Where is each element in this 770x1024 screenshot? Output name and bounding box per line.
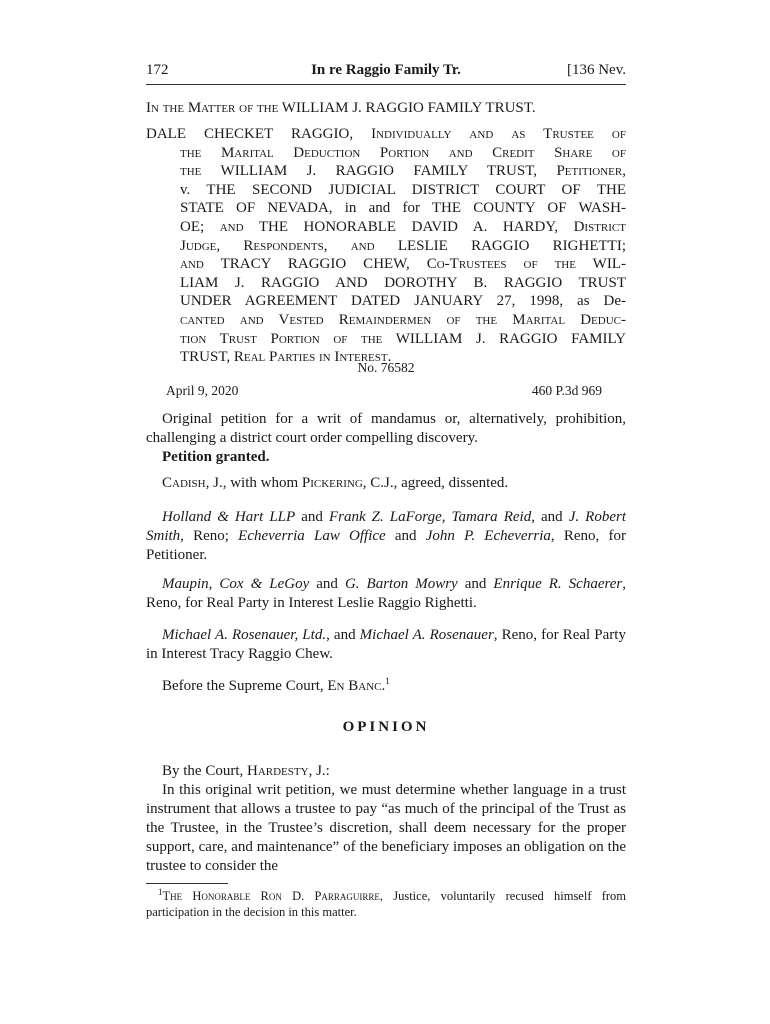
footnote-divider <box>146 883 228 884</box>
dissent-text: , C.J., agreed, dissented. <box>362 475 509 491</box>
footnote-mark: 1 <box>158 886 163 897</box>
counsel-text: , and <box>326 627 360 643</box>
attorney-name: John P. Echeverria <box>425 528 551 544</box>
footnote-mark: 1 <box>385 676 390 686</box>
bench-line <box>146 677 626 696</box>
counsel-text: , Reno, for Real Party in Interest Leslie Raggio Righetti. <box>146 576 626 611</box>
running-title: In re Raggio Family Tr. <box>311 62 461 78</box>
disposition: Petition granted. <box>162 449 270 465</box>
dissent-note <box>146 474 626 493</box>
synopsis: Original petition for a writ of mandamus or, alternatively, prohibition, challenging a district court order compelling discovery. <box>146 411 626 446</box>
footnote <box>146 888 626 920</box>
author-suffix: , J.: <box>308 763 330 779</box>
counsel-petitioner <box>146 508 626 565</box>
footnote-justice: The Honorable Ron D. Parraguirre <box>162 889 380 903</box>
firm-name: Echeverria Law Office <box>238 528 386 544</box>
party-line: Judge, Respondents, and LESLIE RAGGIO RIGHETTI; <box>180 237 626 254</box>
firm-name: Michael A. Rosenauer, Ltd. <box>162 627 327 643</box>
firm-name: Holland & Hart LLP <box>162 509 296 525</box>
counsel-text: and <box>295 509 329 525</box>
docket-number: No. 76582 <box>357 360 415 375</box>
decision-date: April 9, 2020 <box>166 383 239 398</box>
opinion-heading: OPINION <box>342 719 430 735</box>
attorney-name: G. Barton Mowry <box>344 576 458 592</box>
party-line: the Marital Deduction Portion and Credit Share of <box>180 144 626 161</box>
en-banc: En Banc. <box>327 678 386 694</box>
counsel-text: and <box>385 528 426 544</box>
party-line: TRUST, Real Parties in Interest. <box>180 349 392 366</box>
party-line: and TRACY RAGGIO CHEW, Co-Trustees of the WIL- <box>180 256 626 273</box>
counsel-real-party-2 <box>146 626 626 664</box>
counsel-text: , Reno, for Petitioner. <box>146 528 626 563</box>
firm-name: Maupin, Cox & LeGoy <box>162 576 310 592</box>
party-line: the WILLIAM J. RAGGIO FAMILY TRUST, Petitioner, <box>180 163 626 180</box>
party-line: tion Trust Portion of the WILLIAM J. RAGGIO FAMILY <box>180 330 626 347</box>
case-parties <box>146 125 626 367</box>
party-line: DALE CHECKET RAGGIO, Individually and as Trustee of <box>146 126 626 142</box>
author-prefix: By the Court, <box>162 763 247 779</box>
counsel-text: , and <box>531 509 569 525</box>
party-line: v. THE SECOND JUDICIAL DISTRICT COURT OF THE <box>180 181 626 198</box>
party-line: LIAM J. RAGGIO AND DOROTHY B. RAGGIO TRUST <box>180 274 626 291</box>
opinion-author-line <box>146 762 626 781</box>
party-line: canted and Vested Remaindermen of the Marital Deduc- <box>180 311 626 328</box>
author-name: Hardesty <box>247 763 309 779</box>
party-line: STATE OF NEVADA, in and for THE COUNTY OF WASH- <box>180 200 626 217</box>
counsel-real-party-1 <box>146 575 626 613</box>
footnote-text: , Justice, voluntarily recused himself from participation in the decision in this matter. <box>146 889 626 919</box>
case-title: In the Matter of the WILLIAM J. RAGGIO FAMILY TRUST. <box>146 100 536 116</box>
running-head <box>146 62 626 85</box>
page-number: 172 <box>146 62 169 78</box>
attorney-name: J. Robert Smith <box>146 509 626 544</box>
party-line: UNDER AGREEMENT DATED JANUARY 27, 1998, as De- <box>180 293 626 310</box>
counsel-text: and <box>309 576 345 592</box>
bench-text: Before the Supreme Court, <box>162 678 328 694</box>
volume-label: [136 Nev. <box>566 62 626 78</box>
dissent-text: , J., with whom <box>205 475 302 491</box>
counsel-text: , Reno, for Real Party in Interest Tracy Raggio Chew. <box>146 627 626 662</box>
attorney-name: Michael A. Rosenauer <box>359 627 494 643</box>
opinion-body: In this original writ petition, we must determine whether language in a trust instrument that allows a trustee to pay “as much of the principal of the Trust as the Trustee, in the Trustee’s discretion, shall deem necessary for the proper support, care, and maintenance” of the beneficiary imposes an obligation on the trustee to consider the <box>146 782 626 874</box>
concurring-judge: Pickering <box>301 475 363 491</box>
reporter-citation: 460 P.3d 969 <box>531 383 602 398</box>
counsel-text: and <box>457 576 494 592</box>
attorney-name: Enrique R. Schaerer <box>493 576 623 592</box>
dissent-judge: Cadish <box>162 475 206 491</box>
party-line: OE; and THE HONORABLE DAVID A. HARDY, District <box>180 218 626 235</box>
counsel-text: , Reno; <box>180 528 239 544</box>
attorney-names: Frank Z. LaForge, Tamara Reid <box>328 509 532 525</box>
